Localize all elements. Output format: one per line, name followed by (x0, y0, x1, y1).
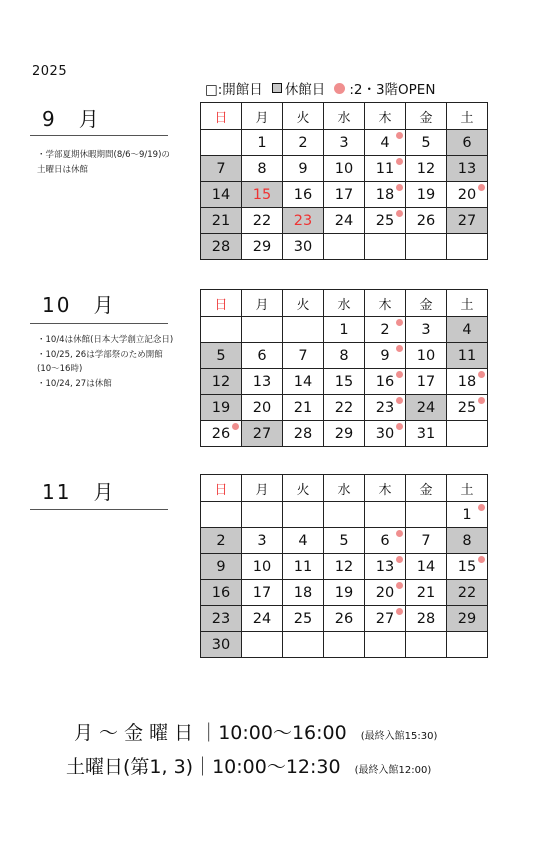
day-cell: 8 (447, 528, 488, 554)
day-cell: 8 (242, 156, 283, 182)
day-cell: 18 (283, 580, 324, 606)
empty-day-cell (283, 502, 324, 528)
weekday-header: 月 (242, 475, 283, 502)
day-cell: 17 (324, 182, 365, 208)
day-cell: 12 (324, 554, 365, 580)
week-row (201, 182, 488, 208)
day-cell: 12 (406, 156, 447, 182)
saturday-hours (66, 752, 540, 779)
note-line: ・10/24, 27は休館 (37, 378, 112, 389)
day-cell: 3 (242, 528, 283, 554)
empty-day-cell (324, 502, 365, 528)
day-cell: 19 (201, 395, 242, 421)
day-cell: 21 (201, 208, 242, 234)
day-cell: 15 (242, 182, 283, 208)
empty-day-cell (324, 234, 365, 260)
day-cell: 26 (406, 208, 447, 234)
weekday-header: 日 (201, 290, 242, 317)
empty-day-cell (447, 234, 488, 260)
day-cell: 23 (283, 208, 324, 234)
day-cell: 20 (447, 182, 488, 208)
day-cell: 5 (406, 130, 447, 156)
empty-day-cell (242, 502, 283, 528)
day-cell: 2 (283, 130, 324, 156)
day-cell: 13 (365, 554, 406, 580)
day-cell: 1 (242, 130, 283, 156)
calendar-table (200, 289, 488, 447)
weekday-hours (74, 718, 540, 745)
week-row (201, 606, 488, 632)
day-cell: 27 (242, 421, 283, 447)
day-cell: 22 (242, 208, 283, 234)
weekday-header: 金 (406, 290, 447, 317)
day-cell: 17 (242, 580, 283, 606)
day-cell: 4 (365, 130, 406, 156)
day-cell: 5 (201, 343, 242, 369)
empty-day-cell (201, 130, 242, 156)
day-cell: 9 (365, 343, 406, 369)
weekday-header-row (201, 103, 488, 130)
closed-day-legend: 休館日 (284, 82, 326, 98)
day-cell: 3 (324, 130, 365, 156)
day-cell: 21 (283, 395, 324, 421)
empty-day-cell (406, 234, 447, 260)
day-cell: 24 (324, 208, 365, 234)
day-cell: 8 (324, 343, 365, 369)
day-cell: 1 (447, 502, 488, 528)
open-day-legend: □:開館日 (205, 82, 263, 98)
empty-day-cell (365, 632, 406, 658)
day-cell: 16 (365, 369, 406, 395)
day-cell: 10 (406, 343, 447, 369)
day-cell: 15 (324, 369, 365, 395)
day-cell: 26 (201, 421, 242, 447)
calendar-table (200, 102, 488, 260)
week-row (201, 554, 488, 580)
empty-day-cell (447, 421, 488, 447)
week-row (201, 421, 488, 447)
day-cell: 2 (365, 317, 406, 343)
empty-day-cell (406, 502, 447, 528)
day-cell: 4 (447, 317, 488, 343)
day-cell: 6 (242, 343, 283, 369)
day-cell: 11 (365, 156, 406, 182)
month-rule (30, 509, 168, 510)
weekday-header: 火 (283, 103, 324, 130)
day-cell: 19 (406, 182, 447, 208)
weekday-hours-label: 月 ～ 金 曜 日 ｜10:00〜16:00 (74, 722, 347, 744)
day-cell: 30 (283, 234, 324, 260)
day-cell: 6 (447, 130, 488, 156)
note-line: ・10/25, 26は学部祭のため開館 (37, 349, 163, 360)
day-cell: 30 (365, 421, 406, 447)
weekday-header: 水 (324, 103, 365, 130)
weekday-header-row (201, 475, 488, 502)
week-row (201, 528, 488, 554)
day-cell: 24 (242, 606, 283, 632)
week-row (201, 343, 488, 369)
saturday-hours-label: 土曜日(第1, 3)｜10:00〜12:30 (66, 756, 341, 778)
week-row (201, 502, 488, 528)
weekday-header: 木 (365, 475, 406, 502)
empty-day-cell (242, 317, 283, 343)
day-cell: 25 (365, 208, 406, 234)
day-cell: 13 (447, 156, 488, 182)
day-cell: 3 (406, 317, 447, 343)
empty-day-cell (365, 502, 406, 528)
month-title: 11 月 (42, 480, 116, 504)
note-line: ・学部夏期休暇期間(8/6〜9/19)の (37, 150, 170, 160)
closed-day-swatch (272, 83, 282, 93)
day-cell: 24 (406, 395, 447, 421)
day-cell: 7 (201, 156, 242, 182)
legend (205, 78, 435, 98)
weekday-header: 木 (365, 103, 406, 130)
day-cell: 31 (406, 421, 447, 447)
weekday-header: 日 (201, 103, 242, 130)
weekday-header: 金 (406, 475, 447, 502)
empty-day-cell (283, 632, 324, 658)
empty-day-cell (283, 317, 324, 343)
week-row (201, 130, 488, 156)
day-cell: 23 (365, 395, 406, 421)
day-cell: 20 (242, 395, 283, 421)
day-cell: 27 (365, 606, 406, 632)
week-row (201, 580, 488, 606)
note-line: ・10/4は休館(日本大学創立記念日) (37, 335, 174, 345)
day-cell: 29 (324, 421, 365, 447)
day-cell: 7 (406, 528, 447, 554)
weekday-header: 月 (242, 290, 283, 317)
weekday-header: 日 (201, 475, 242, 502)
calendar-table (200, 474, 488, 658)
month-title: 9 月 (42, 107, 101, 131)
day-cell: 13 (242, 369, 283, 395)
day-cell: 21 (406, 580, 447, 606)
day-cell: 22 (447, 580, 488, 606)
day-cell: 16 (283, 182, 324, 208)
day-cell: 23 (201, 606, 242, 632)
week-row (201, 317, 488, 343)
weekday-header: 土 (447, 475, 488, 502)
floor-open-dot-icon (334, 83, 345, 94)
day-cell: 22 (324, 395, 365, 421)
weekday-header: 火 (283, 475, 324, 502)
weekday-header: 水 (324, 290, 365, 317)
day-cell: 11 (283, 554, 324, 580)
day-cell: 26 (324, 606, 365, 632)
week-row (201, 395, 488, 421)
day-cell: 12 (201, 369, 242, 395)
day-cell: 29 (447, 606, 488, 632)
day-cell: 5 (324, 528, 365, 554)
day-cell: 9 (201, 554, 242, 580)
month-title: 10 月 (42, 293, 116, 317)
day-cell: 29 (242, 234, 283, 260)
empty-day-cell (324, 632, 365, 658)
day-cell: 18 (447, 369, 488, 395)
day-cell: 17 (406, 369, 447, 395)
day-cell: 16 (201, 580, 242, 606)
week-row (201, 234, 488, 260)
day-cell: 2 (201, 528, 242, 554)
day-cell: 14 (201, 182, 242, 208)
day-cell: 19 (324, 580, 365, 606)
day-cell: 14 (406, 554, 447, 580)
month-notes (37, 333, 173, 391)
day-cell: 18 (365, 182, 406, 208)
weekday-header: 土 (447, 103, 488, 130)
day-cell: 9 (283, 156, 324, 182)
weekday-header-row (201, 290, 488, 317)
weekday-header: 土 (447, 290, 488, 317)
day-cell: 7 (283, 343, 324, 369)
weekday-header: 火 (283, 290, 324, 317)
week-row (201, 208, 488, 234)
year-label: 2025 (32, 64, 68, 79)
weekday-last-entry: (最終入館15:30) (360, 731, 438, 742)
day-cell: 20 (365, 580, 406, 606)
day-cell: 25 (447, 395, 488, 421)
day-cell: 10 (242, 554, 283, 580)
day-cell: 27 (447, 208, 488, 234)
weekday-header: 月 (242, 103, 283, 130)
day-cell: 28 (283, 421, 324, 447)
empty-day-cell (406, 632, 447, 658)
day-cell: 25 (283, 606, 324, 632)
day-cell: 30 (201, 632, 242, 658)
empty-day-cell (201, 502, 242, 528)
empty-day-cell (242, 632, 283, 658)
day-cell: 11 (447, 343, 488, 369)
weekday-header: 水 (324, 475, 365, 502)
month-rule (30, 323, 168, 324)
day-cell: 1 (324, 317, 365, 343)
day-cell: 28 (406, 606, 447, 632)
empty-day-cell (365, 234, 406, 260)
day-cell: 15 (447, 554, 488, 580)
empty-day-cell (447, 632, 488, 658)
month-notes (37, 148, 170, 177)
note-line: 土曜日は休館 (37, 164, 89, 175)
note-line: (10〜16時) (37, 364, 83, 374)
day-cell: 4 (283, 528, 324, 554)
weekday-header: 金 (406, 103, 447, 130)
weekday-header: 木 (365, 290, 406, 317)
day-cell: 6 (365, 528, 406, 554)
empty-day-cell (201, 317, 242, 343)
week-row (201, 632, 488, 658)
month-rule (30, 135, 168, 136)
week-row (201, 369, 488, 395)
floor-open-legend: :2・3階OPEN (349, 82, 436, 98)
day-cell: 10 (324, 156, 365, 182)
day-cell: 28 (201, 234, 242, 260)
week-row (201, 156, 488, 182)
day-cell: 14 (283, 369, 324, 395)
saturday-last-entry: (最終入館12:00) (354, 765, 432, 776)
